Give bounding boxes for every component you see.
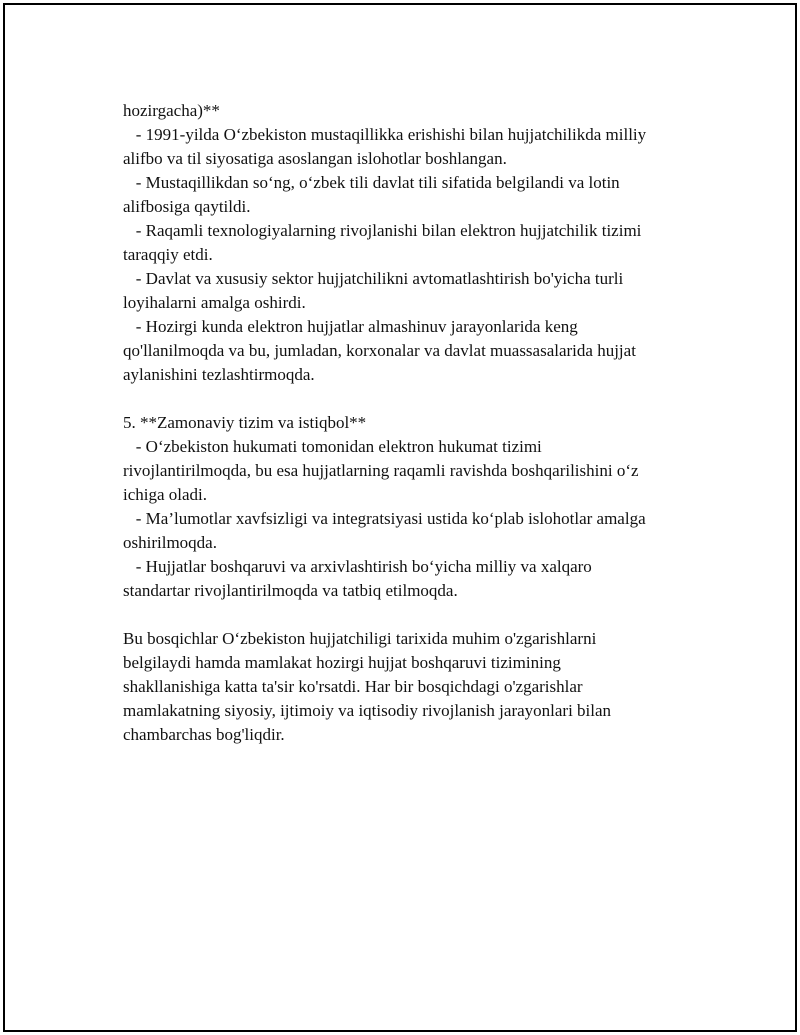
text-line: oshirilmoqda. xyxy=(123,533,217,552)
paragraph-bullet-1991 xyxy=(123,123,713,171)
paragraph-bullet-security xyxy=(123,507,713,555)
text-line: 5. **Zamonaviy tizim va istiqbol** xyxy=(123,413,367,432)
paragraph-bullet-current xyxy=(123,315,713,387)
paragraph-gap xyxy=(123,387,713,411)
paragraph-bullet-egov xyxy=(123,435,713,507)
paragraph-conclusion xyxy=(123,627,713,747)
text-line: shakllanishiga katta ta'sir ko'rsatdi. Har bir bosqichdagi o'zgarishlar xyxy=(123,677,583,696)
text-line: - Raqamli texnologiyalarning rivojlanishi bilan elektron hujjatchilik tizimi xyxy=(123,221,642,240)
text-line: standartar rivojlantirilmoqda va tatbiq etilmoqda. xyxy=(123,581,458,600)
paragraph-bullet-digital xyxy=(123,219,713,267)
text-line: - 1991-yilda O‘zbekiston mustaqillikka erishishi bilan hujjatchilikda milliy xyxy=(123,125,647,144)
text-line: aylanishini tezlashtirmoqda. xyxy=(123,365,315,384)
paragraph-gap xyxy=(123,603,713,627)
document-body xyxy=(123,99,713,747)
paragraph-bullet-standards xyxy=(123,555,713,603)
text-line: alifbo va til siyosatiga asoslangan islohotlar boshlangan. xyxy=(123,149,507,168)
paragraph-intro-tail xyxy=(123,99,713,123)
text-line: alifbosiga qaytildi. xyxy=(123,197,251,216)
text-line: Bu bosqichlar O‘zbekiston hujjatchiligi tarixida muhim o'zgarishlarni xyxy=(123,629,597,648)
paragraph-bullet-automation xyxy=(123,267,713,315)
text-line: - O‘zbekiston hukumati tomonidan elektron hukumat tizimi xyxy=(123,437,542,456)
text-line: rivojlantirilmoqda, bu esa hujjatlarning raqamli ravishda boshqarilishini o‘z xyxy=(123,461,639,480)
text-line: mamlakatning siyosiy, ijtimoiy va iqtisodiy rivojlanish jarayonlari bilan xyxy=(123,701,612,720)
text-line: ichiga oladi. xyxy=(123,485,208,504)
text-line: hozirgacha)** xyxy=(123,101,220,120)
text-line: - Mustaqillikdan so‘ng, o‘zbek tili davlat tili sifatida belgilandi va lotin xyxy=(123,173,620,192)
page-frame xyxy=(3,3,797,1032)
text-line: qo'llanilmoqda va bu, jumladan, korxonalar va davlat muassasalarida hujjat xyxy=(123,341,636,360)
paragraph-bullet-latin xyxy=(123,171,713,219)
text-line: - Hozirgi kunda elektron hujjatlar almashinuv jarayonlarida keng xyxy=(123,317,578,336)
text-line: loyihalarni amalga oshirdi. xyxy=(123,293,306,312)
text-line: - Davlat va xususiy sektor hujjatchilikni avtomatlashtirish bo'yicha turli xyxy=(123,269,624,288)
paragraph-section5-heading xyxy=(123,411,713,435)
text-line: taraqqiy etdi. xyxy=(123,245,213,264)
text-line: belgilaydi hamda mamlakat hozirgi hujjat boshqaruvi tizimining xyxy=(123,653,561,672)
text-line: - Hujjatlar boshqaruvi va arxivlashtirish bo‘yicha milliy va xalqaro xyxy=(123,557,592,576)
text-line: - Ma’lumotlar xavfsizligi va integratsiyasi ustida ko‘plab islohotlar amalga xyxy=(123,509,646,528)
text-line: chambarchas bog'liqdir. xyxy=(123,725,285,744)
